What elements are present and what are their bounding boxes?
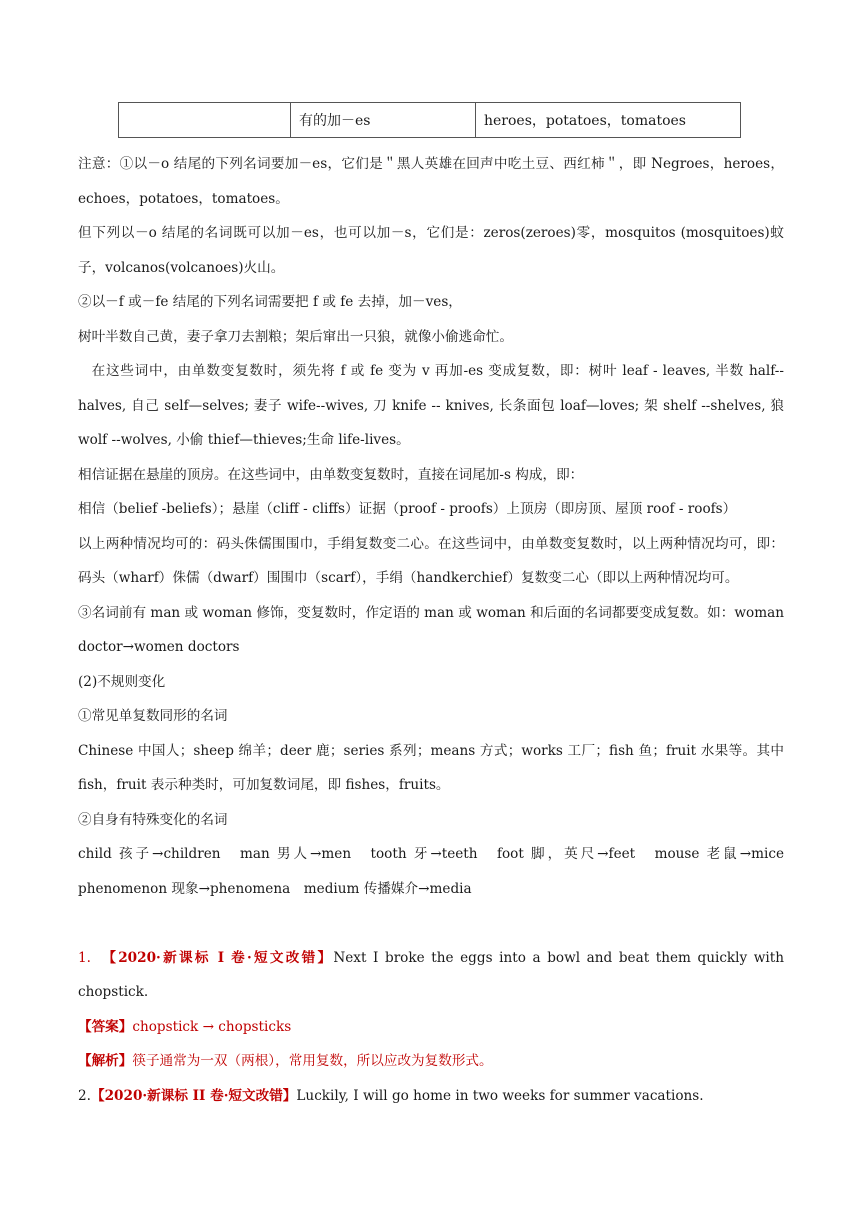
question-text: Luckily, I will go home in two weeks for summer vacations.: [296, 1087, 704, 1104]
paragraph-add-s-examples: 相信（belief -beliefs）；悬崖（cliff - cliffs）证据（proof - proofs）上顶房（即房顶、屋顶 roof - roofs）: [78, 501, 737, 517]
table-cell-empty: [119, 103, 291, 138]
question-number: 1.: [78, 949, 110, 966]
paragraph-mnemonic-1: 树叶半数自己黄，妻子拿刀去割粮；架后窜出一只狼，就像小偷逃命忙。: [78, 328, 513, 345]
explanation-tag: 【解析】: [78, 1053, 133, 1069]
explanation-text: 筷子通常为一双（两根），常用复数，所以应改为复数形式。: [132, 1053, 493, 1069]
paragraph-o-ending-both: 但下列以－o 结尾的名词既可以加－es，也可以加－s，它们是：zeros(zeroes)零，mosquitos (mosquitoes)蚊子，volcanos(volcanoes)火山。: [78, 225, 784, 276]
table-cell-rule: 有的加－es: [291, 103, 476, 138]
spacer: [78, 906, 784, 941]
question-text: Next I broke the eggs into a bowl and beat them quickly with chopstick.: [78, 949, 784, 1000]
exercise-question-2: [78, 1079, 784, 1114]
answer-1: [78, 1010, 784, 1045]
table-cell-examples: heroes，potatoes，tomatoes: [476, 103, 741, 138]
subheading-same-form: ①常见单复数同形的名词: [78, 708, 228, 724]
paragraph-both-cases: 以上两种情况均可的：码头侏儒围围巾，手绢复数变二心。在这些词中，由单数变复数时，以上两种情况均可，即：码头（wharf）侏儒（dwarf）围围巾（scarf），手绢（handkerchief）复数变二心（即以上两种情况均可。: [78, 535, 784, 586]
answer-text: chopstick → chopsticks: [132, 1018, 292, 1035]
exercise-question-1: [78, 941, 784, 1010]
paragraph-special-examples: child 孩子→children man 男人→men tooth 牙→teeth foot 脚，英尺→feet mouse 老鼠→mice phenomenon 现象→phenomena medium 传播媒介→media: [78, 846, 784, 897]
paragraph-mnemonic-2: 相信证据在悬崖的顶房。在这些词中，由单数变复数时，直接在词尾加-s 构成，即：: [78, 466, 584, 483]
paragraph-o-ending-es: 注意：①以－o 结尾的下列名词要加－es，它们是＂黑人英雄在回声中吃土豆、西红柿＂，即 Negroes，heroes，echoes，potatoes，tomatoes。: [78, 156, 784, 207]
question-number: 2.: [78, 1087, 91, 1104]
paragraph-same-form-examples: Chinese 中国人；sheep 绵羊；deer 鹿；series 系列；means 方式；works 工厂；fish 鱼；fruit 水果等。其中 fish，fruit 表示种类时，可加复数词尾，即 fishes，fruits。: [78, 742, 784, 793]
rule-table: [118, 102, 741, 138]
explanation-1: [78, 1044, 784, 1079]
paragraph-man-woman: ③名词前有 man 或 woman 修饰，变复数时，作定语的 man 或 woman 和后面的名词都要变成复数。如：woman doctor→women doctors: [78, 604, 784, 655]
section-heading-irregular: (2)不规则变化: [78, 673, 166, 690]
question-source: 【2020·新课标 II 卷·短文改错】: [90, 1087, 297, 1104]
question-source: 【2020·新课标 I 卷·短文改错】: [109, 949, 334, 966]
table-row: [119, 103, 741, 138]
paragraph-f-fe-examples: 在这些词中，由单数变复数时，须先将 f 或 fe 变为 v 再加-es 变成复数，即：树叶 leaf - leaves, 半数 half--halves, 自己 self—selves; 妻子 wife--wives, 刀 knife -- knives, 长条面包 loaf—loves; 架 shelf --shelves, 狼 wolf --wolves, 小偷 thief—thieves;生命 life-lives。: [78, 363, 784, 448]
answer-tag: 【答案】: [78, 1018, 133, 1035]
paragraph-f-fe-rule: ②以－f 或－fe 结尾的下列名词需要把 f 或 fe 去掉，加－ves，: [78, 294, 462, 310]
document-body: [78, 147, 784, 1113]
subheading-special-change: ②自身有特殊变化的名词: [78, 811, 228, 828]
